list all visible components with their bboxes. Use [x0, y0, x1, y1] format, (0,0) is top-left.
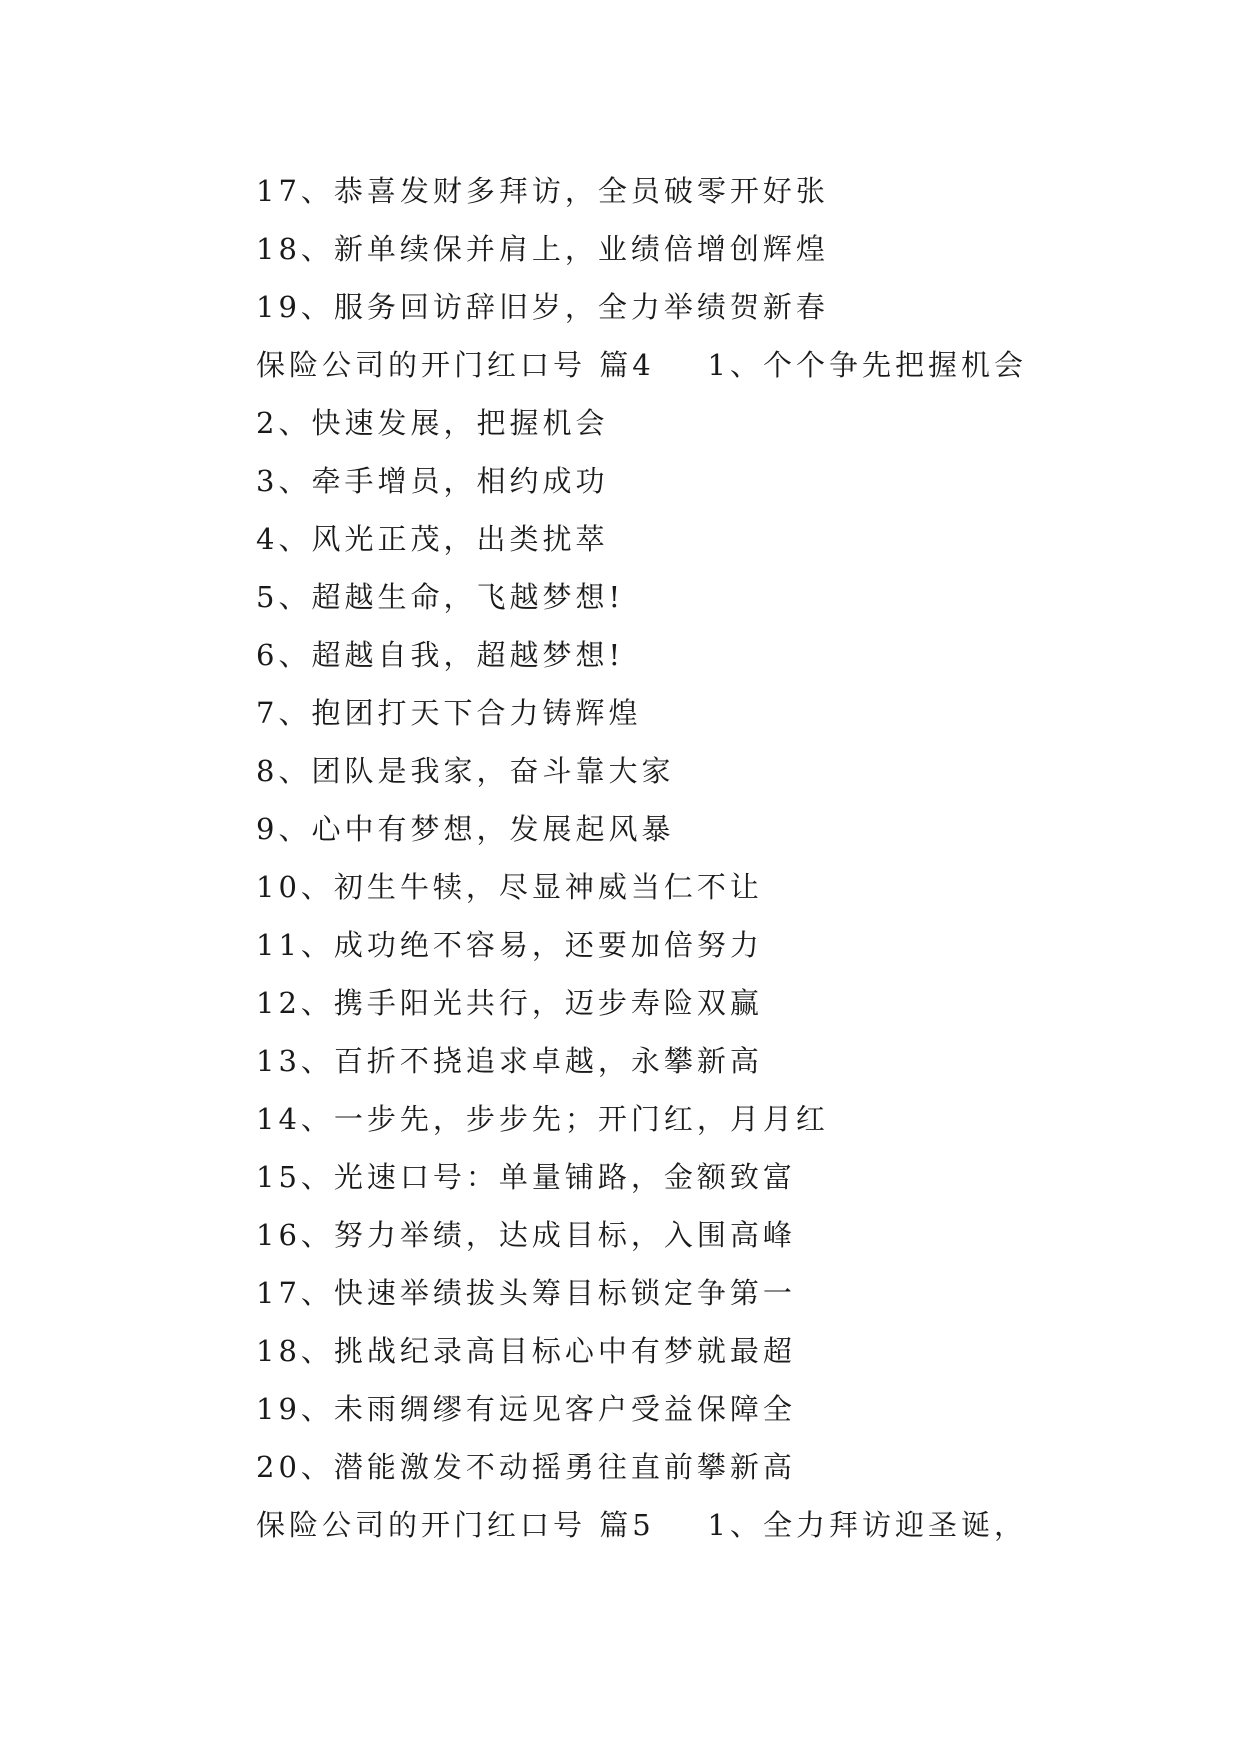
text-line: 17、快速举绩拔头筹目标锁定争第一 — [256, 1276, 796, 1310]
text-line: 12、携手阳光共行，迈步寿险双赢 — [256, 986, 763, 1020]
text-line: 8、团队是我家，奋斗靠大家 — [256, 754, 675, 788]
text-line: 6、超越自我，超越梦想! — [256, 638, 625, 672]
section-heading-line: 保险公司的开门红口号 篇4 1、个个争先把握机会 — [256, 348, 1027, 382]
text-line: 17、恭喜发财多拜访，全员破零开好张 — [256, 174, 829, 208]
text-line: 5、超越生命，飞越梦想! — [256, 580, 625, 614]
text-line: 13、百折不挠追求卓越，永攀新高 — [256, 1044, 763, 1078]
text-body — [256, 162, 1156, 1554]
text-line: 2、快速发展，把握机会 — [256, 406, 609, 440]
text-line: 3、牵手增员，相约成功 — [256, 464, 609, 498]
text-line: 10、初生牛犊，尽显神威当仁不让 — [256, 870, 763, 904]
text-line: 15、光速口号：单量铺路，金额致富 — [256, 1160, 796, 1194]
text-line: 18、新单续保并肩上，业绩倍增创辉煌 — [256, 232, 829, 266]
section-heading-line: 保险公司的开门红口号 篇5 1、全力拜访迎圣诞， — [256, 1508, 1027, 1542]
text-line: 11、成功绝不容易，还要加倍努力 — [256, 928, 763, 962]
text-line: 4、风光正茂，出类扰萃 — [256, 522, 609, 556]
text-line: 7、抱团打天下合力铸辉煌 — [256, 696, 642, 730]
text-line: 20、潜能激发不动摇勇往直前攀新高 — [256, 1450, 796, 1484]
text-line: 9、心中有梦想，发展起风暴 — [256, 812, 675, 846]
text-line: 16、努力举绩，达成目标，入围高峰 — [256, 1218, 796, 1252]
text-line: 19、未雨绸缪有远见客户受益保障全 — [256, 1392, 796, 1426]
text-line: 19、服务回访辞旧岁，全力举绩贺新春 — [256, 290, 829, 324]
text-line: 18、挑战纪录高目标心中有梦就最超 — [256, 1334, 796, 1368]
text-line: 14、一步先，步步先；开门红，月月红 — [256, 1102, 829, 1136]
